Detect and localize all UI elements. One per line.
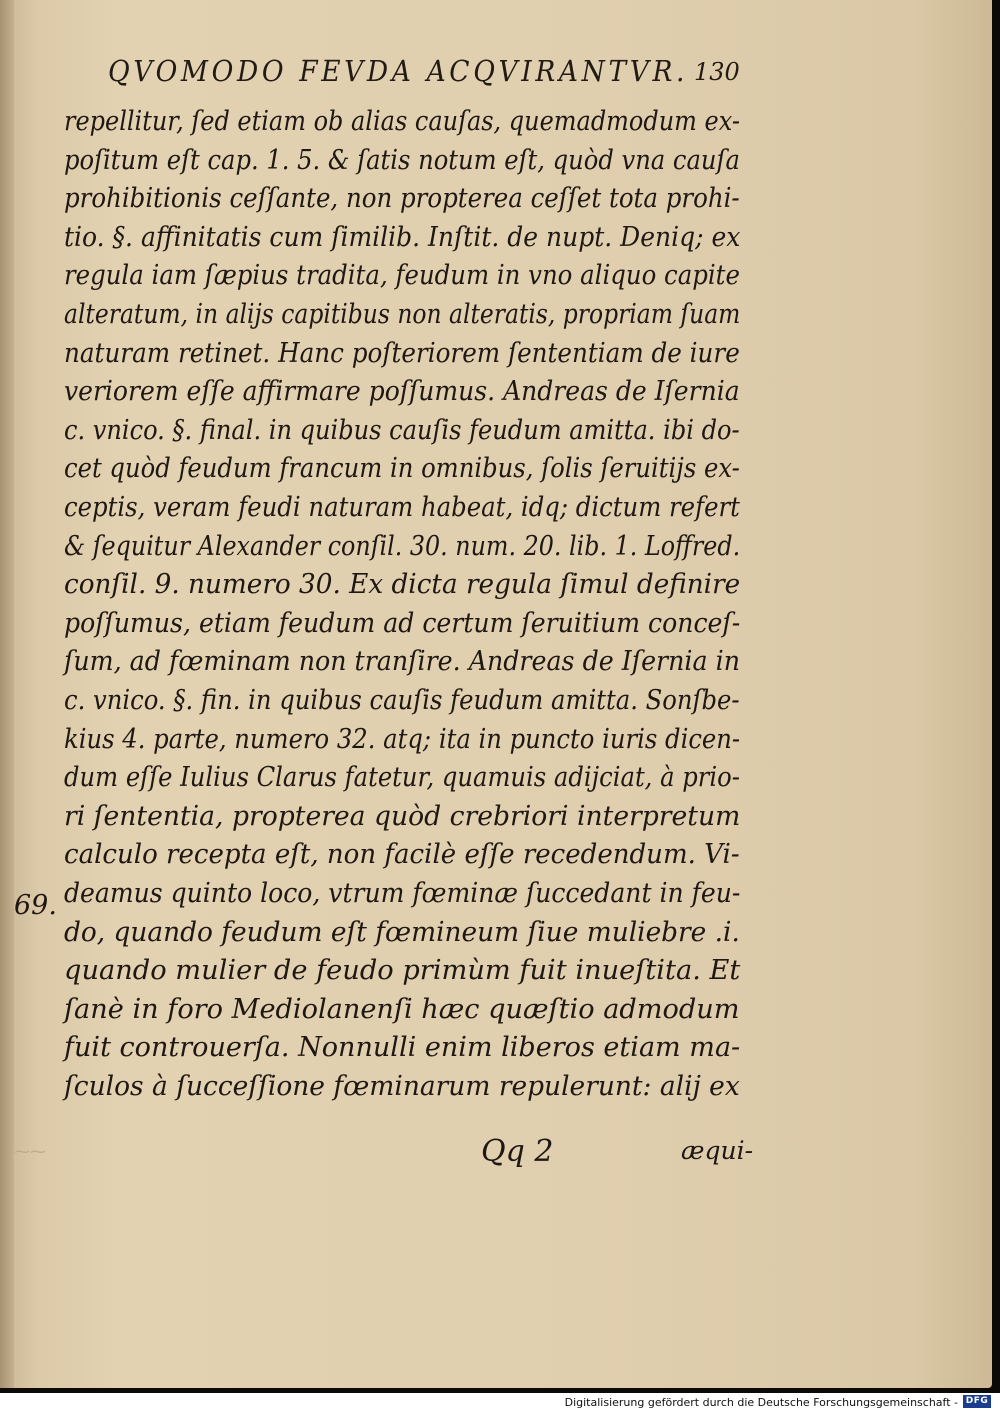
dfg-logo: DFG bbox=[963, 1395, 991, 1408]
text-line: poſſumus, etiam feudum ad certum ſeruitium conceſ- bbox=[64, 607, 741, 639]
text-line: alteratum, in alijs capitibus non alteratis, propriam ſuam bbox=[64, 299, 741, 330]
text-line: do, quando feudum eſt fœmineum ſiue muliebre .i. bbox=[64, 916, 740, 948]
text-line: naturam retinet. Hanc poſteriorem ſententiam de iure bbox=[64, 337, 740, 369]
text-line: ſum, ad fœminam non tranſire. Andreas de Iſernia in bbox=[64, 646, 740, 678]
text-line: & ſequitur Alexander conſil. 30. num. 20. lib. 1. Loffred. bbox=[64, 530, 741, 562]
text-line: ſanè in foro Mediolanenſi hæc quæſtio admodum bbox=[64, 993, 740, 1025]
page-gutter-edge bbox=[0, 0, 14, 1388]
text-line: dum eſſe Iulius Clarus fatetur, quamuis adijciat, à prio- bbox=[64, 762, 740, 794]
text-line: tio. §. affinitatis cum ſimilib. Inſtit. de nupt. Deniq; ex bbox=[64, 221, 741, 253]
text-line: repellitur, ſed etiam ob alias cauſas, quemadmodum ex- bbox=[64, 106, 740, 137]
text-line: quando mulier de feudo primùm fuit inueſtita. Et bbox=[64, 955, 741, 987]
folio-number: 130 bbox=[694, 58, 740, 86]
text-line: cet quòd feudum francum in omnibus, ſolis ſeruitijs ex- bbox=[64, 453, 740, 485]
text-line: prohibitionis ceſſante, non propterea ceſſet tota prohi- bbox=[64, 183, 740, 215]
signature-mark: Qq 2 bbox=[481, 1134, 554, 1169]
text-line: ceptis, veram feudi naturam habeat, idq; dictum refert bbox=[64, 492, 740, 523]
text-line: calculo recepta eſt, non facilè eſſe recedendum. Vi- bbox=[64, 839, 740, 871]
footer-credit: Digitalisierung gefördert durch die Deutsche Forschungsgemeinschaft - bbox=[564, 1396, 958, 1409]
text-line: veriorem eſſe affirmare poſſumus. Andreas de Iſernia bbox=[64, 376, 740, 408]
running-head: QVOMODO FEVDA ACQVIRANTVR. bbox=[108, 54, 689, 88]
text-line: regula iam ſæpius tradita, feudum in vno aliquo capite bbox=[64, 260, 740, 292]
text-line: kius 4. parte, numero 32. atq; ita in puncto iuris dicen- bbox=[64, 723, 741, 755]
text-line: conſil. 9. numero 30. Ex dicta regula ſimul definire bbox=[64, 569, 741, 601]
text-line: ſculos à ſucceſſione fœminarum repulerunt: alij ex bbox=[64, 1071, 740, 1102]
text-line: fuit controuerſa. Nonnulli enim liberos etiam ma- bbox=[64, 1032, 741, 1064]
catchword: æqui- bbox=[681, 1136, 754, 1165]
text-line: poſitum eſt cap. 1. 5. & ſatis notum eſt, quòd vna cauſa bbox=[64, 144, 740, 176]
text-line: deamus quinto loco, vtrum fœminæ ſuccedant in feu- bbox=[64, 878, 741, 909]
bleed-through-smudge: ⁓⁓ bbox=[14, 1142, 46, 1161]
text-line: c. vnico. §. final. in quibus cauſis feudum amitta. ibi do- bbox=[64, 414, 740, 446]
text-line: ri ſententia, propterea quòd crebriori interpretum bbox=[64, 800, 741, 832]
margin-section-number: 69. bbox=[14, 890, 57, 921]
text-line: c. vnico. §. fin. in quibus cauſis feudum amitta. Sonſbe- bbox=[64, 685, 740, 716]
